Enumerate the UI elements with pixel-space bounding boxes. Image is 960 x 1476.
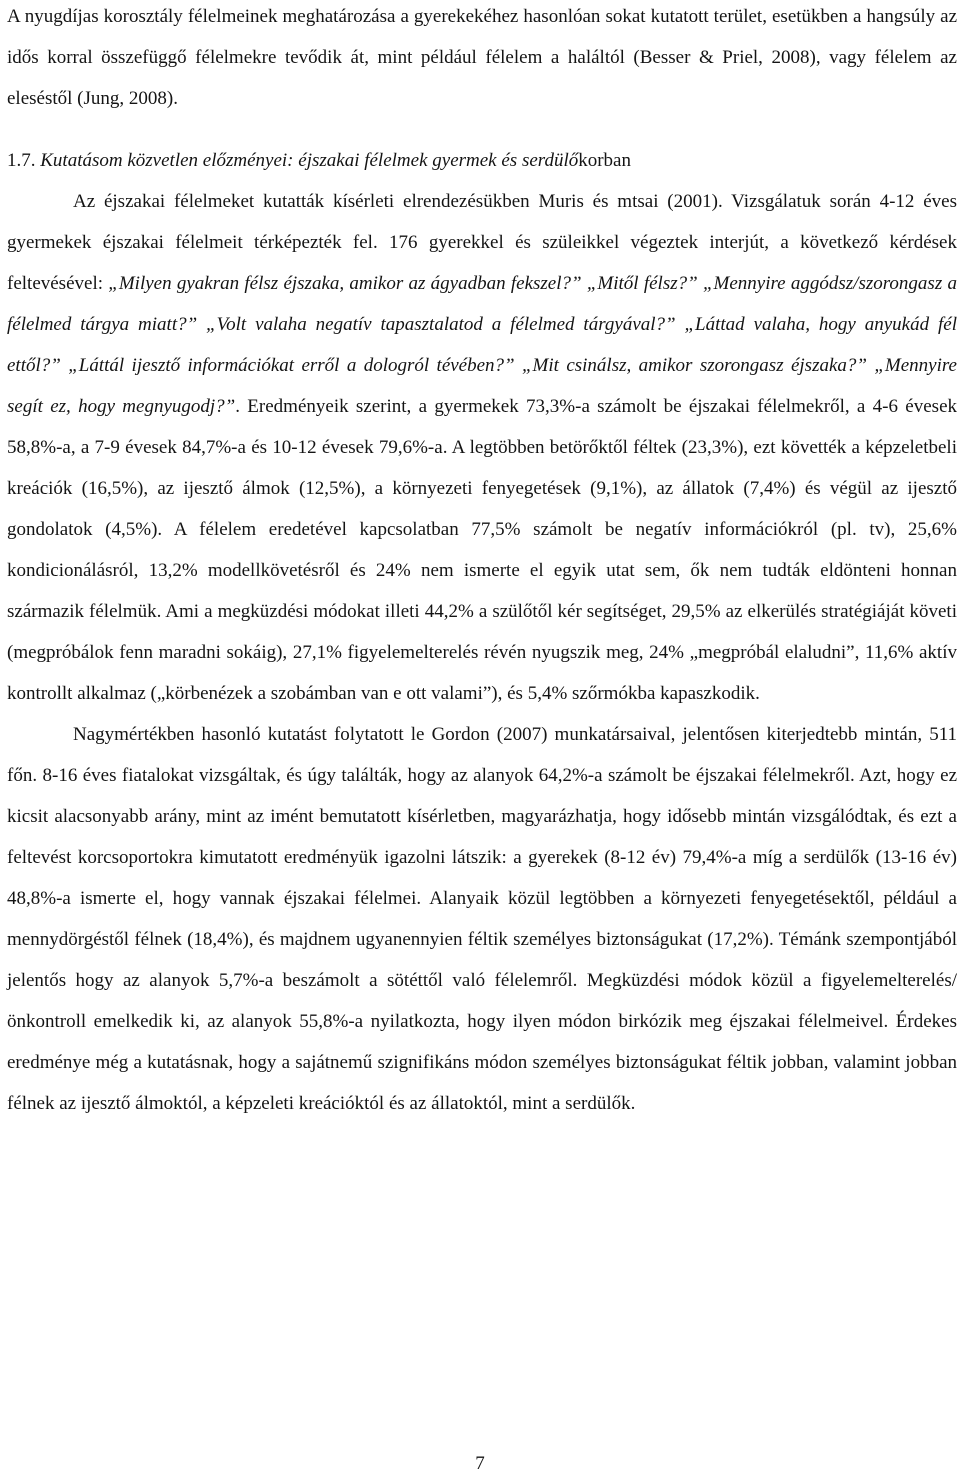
section-heading — [7, 119, 957, 181]
interview-questions: „Milyen gyakran félsz éjszaka, amikor az ágyadban fekszel?” „Mitől félsz?” „Mennyire aggódsz/szorongasz a félelmed tárgya miatt?” „Volt valaha negatív tapasztalatod a félelmed tárgyával?” „Láttad valaha, hogy anyukád fél ettől?” „Láttál ijesztő információkat erről a dologról tévében?” „Mit csinálsz, amikor szorongasz éjszaka?” „Mennyire segít ez, hogy megnyugodj?” — [7, 273, 957, 417]
page-number: 7 — [475, 1453, 485, 1474]
paragraph-elderly-fears: A nyugdíjas korosztály félelmeinek meghatározása a gyerekekéhez hasonlóan sokat kutatott terület, esetükben a hangsúly az idős korral összefüggő félelmekre tevődik át, mint például félelem a haláltól (Besser & Priel, 2008), vagy félelem az eleséstől (Jung, 2008). — [7, 6, 957, 109]
section-number: 1.7. — [7, 150, 36, 171]
section-title-tail: korban — [578, 150, 631, 171]
paragraph-muris-study — [7, 181, 957, 714]
document-page — [7, 0, 957, 1124]
paragraph-gordon-study: Nagymértékben hasonló kutatást folytatott le Gordon (2007) munkatársaival, jelentősen kiterjedtebb mintán, 511 főn. 8-16 éves fiatalokat vizsgáltak, és úgy találták, hogy az alanyok 64,2%-a számolt be éjszakai félelmekről. Azt, hogy ez kicsit alacsonyabb arány, mint az imént bemutatott kísérletben, magyarázhatja, hogy idősebb mintán vizsgálódtak, és ezt a feltevést korcsoportokra kimutatott eredményük igazolni látszik: a gyerekek (8-12 év) 79,4%-a míg a serdülők (13-16 év) 48,8%-a ismerte el, hogy vannak éjszakai félelmei. Alanyaik közül legtöbben a környezeti fenyegetésektől, például a mennydörgéstől félnek (18,4%), és majdnem ugyanennyien féltik személyes biztonságukat (17,2%). Témánk szempontjából jelentős hogy az alanyok 5,7%-a beszámolt a sötéttől való félelemről. Megküzdési módok közül a figyelemelterelés/önkontroll emelkedik ki, az alanyok 55,8%-a nyilatkozta, hogy ilyen módon birkózik meg éjszakai félelmeivel. Érdekes eredménye még a kutatásnak, hogy a sajátnemű szignifikáns módon személyes biztonságukat féltik jobban, valamint jobban félnek az ijesztő álmoktól, a képzeleti kreációktól és az állatoktól, mint a serdülők. — [7, 724, 957, 1114]
muris-results-text: . Eredményeik szerint, a gyermekek 73,3%-a számolt be éjszakai félelmekről, a 4-6 évesek 58,8%-a, a 7-9 évesek 84,7%-a és 10-12 évesek 79,6%-a. A legtöbben betörőktől féltek (23,3%), ezt követték a képzeletbeli kreációk (16,5%), az ijesztő álmok (12,5%), a környezeti fenyegetések (9,1%), az állatok (7,4%) és végül az ijesztő gondolatok (4,5%). A félelem eredetével kapcsolatban 77,5% számolt be negatív információkról (pl. tv), 25,6% kondicionálásról, 13,2% modellkövetésről és 24% nem ismerte el egyik utat sem, ők nem tudták eldönteni honnan származik félelmük. Ami a megküzdési módokat illeti 44,2% a szülőtől kér segítséget, 29,5% az elkerülés stratégiáját követi (megpróbálok fenn maradni sokáig), 27,1% figyelemelterelés révén nyugszik meg, 24% „megpróbál elaludni”, 11,6% aktív kontrollt alkalmaz („körbenézek a szobámban van e ott valami”), és 5,4% szőrmókba kapaszkodik. — [7, 396, 957, 704]
muris-intro-text: Az éjszakai félelmeket kutatták kísérleti elrendezésükben Muris és mtsai (2001). Vizsgálatuk során 4-12 éves gyermekek éjszakai félelmeit térképezték fel. 176 gyerekkel és szüleikkel végeztek interjút, a következő kérdések feltevésével: — [7, 191, 957, 294]
section-title: Kutatásom közvetlen előzményei: éjszakai félelmek gyermek és serdülő — [40, 150, 579, 171]
